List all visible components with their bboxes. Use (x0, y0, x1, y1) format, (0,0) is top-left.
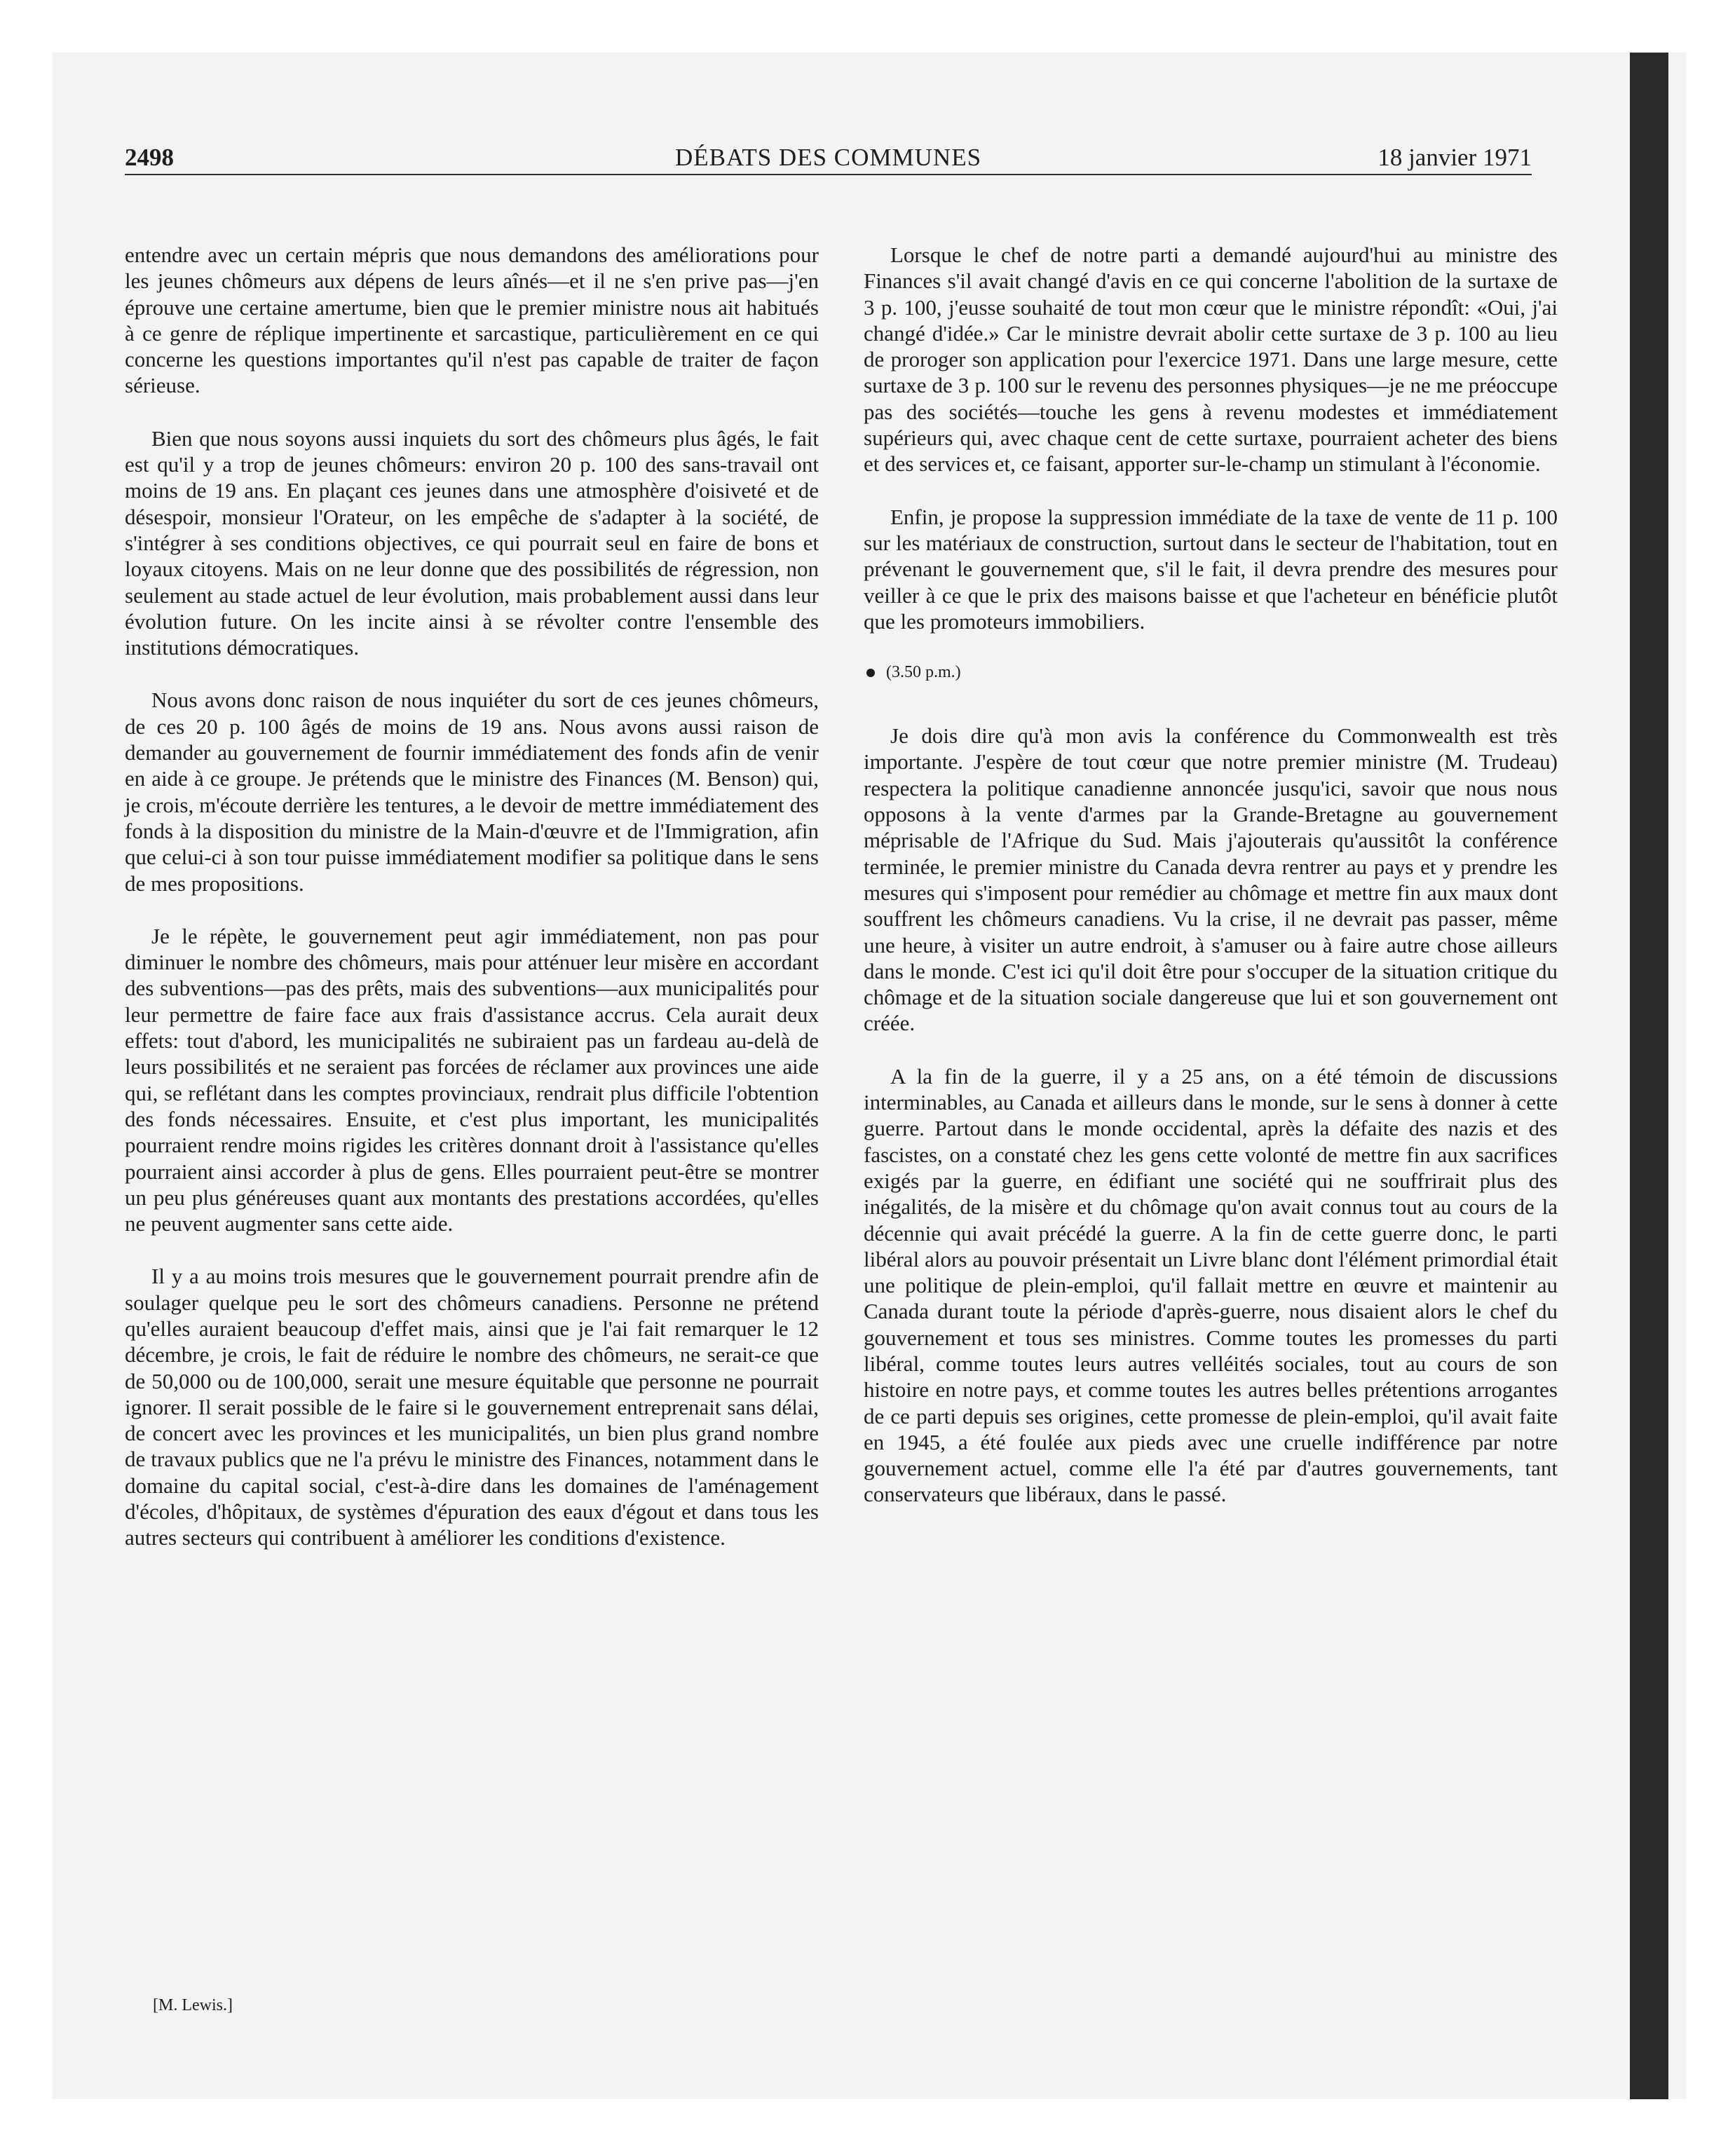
right-column (864, 242, 1558, 1534)
paragraph: Je le répète, le gouvernement peut agir immédiatement, non pas pour diminuer le nombre des chômeurs, mais pour atténuer leur misère en accordant des subventions—pas des prêts, mais des subventions—aux municipalités pour leur permettre de faire face aux frais d'assistance accrus. Cela aurait deux effets: tout d'abord, les municipalités ne subiraient pas un fardeau au-delà de leurs possibilités et ne seraient pas forcées de réclamer aux provinces une aide qui, se reflétant dans les comptes provinciaux, rendrait plus difficile l'obtention des fonds nécessaires. Ensuite, et c'est plus important, les municipalités pourraient rendre moins rigides les critères donnant droit à l'assistance qu'elles pourraient ainsi accorder à plus de gens. Elles pourraient peut-être se montrer un peu plus généreuses quant aux montants des prestations accordées, qu'elles ne peuvent augmenter sans cette aide. (125, 923, 819, 1236)
publication-title: DÉBATS DES COMMUNES (674, 144, 982, 171)
speaker-attribution: [M. Lewis.] (153, 1996, 233, 2014)
paragraph: Enfin, je propose la suppression immédiate de la taxe de vente de 11 p. 100 sur les matériaux de construction, surtout dans le secteur de l'habitation, tout en prévenant le gouvernement que, s'il le fait, il devra prendre des mesures pour veiller à ce que le prix des maisons baisse et que l'acheteur en bénéficie plutôt que les promoteurs immobiliers. (864, 504, 1558, 634)
paragraph: Nous avons donc raison de nous inquiéter du sort de ces jeunes chômeurs, de ces 20 p. 100 âgés de moins de 19 ans. Nous avons aussi raison de demander au gouvernement de fournir immédiatement des fonds afin de venir en aide à ce groupe. Je prétends que le ministre des Finances (M. Benson) qui, je crois, m'écoute derrière les tentures, a le devoir de mettre immédiatement des fonds à la disposition du ministre de la Main-d'œuvre et de l'Immigration, afin que celui-ci à son tour puisse immédiatement modifier sa politique dans le sens de mes propositions. (125, 688, 819, 896)
paragraph: Lorsque le chef de notre parti a demandé aujourd'hui au ministre des Finances s'il avait changé d'avis en ce qui concerne l'abolition de la surtaxe de 3 p. 100, j'eusse souhaité de tout mon cœur que le ministre répondît: «Oui, j'ai changé d'idée.» Car le ministre devrait abolir cette surtaxe de 3 p. 100 au lieu de proroger son application pour l'exercice 1971. Dans une large mesure, cette surtaxe de 3 p. 100 sur le revenu des personnes physiques—je ne me préoccupe pas des sociétés—touche les gens à revenu modestes et immédiatement supérieurs qui, avec chaque cent de cette surtaxe, pourraient acheter des biens et des services et, ce faisant, apporter sur-le-champ un stimulant à l'économie. (864, 243, 1558, 477)
paragraph: Je dois dire qu'à mon avis la conférence du Commonwealth est très importante. J'espère de tout cœur que notre premier ministre (M. Trudeau) respectera la politique canadienne annoncée jusqu'ici, savoir que nous nous opposons à la vente d'armes par la Grande-Bretagne au gouvernement méprisable de l'Afrique du Sud. Mais j'ajouterais qu'aussitôt la conférence terminée, le premier ministre du Canada devra rentrer au pays et y prendre les mesures qui s'imposent pour remédier au chômage et mettre fin aux maux dont souffrent les chômeurs canadiens. Vu la crise, il ne devrait pas passer, même une heure, à visiter un autre endroit, à s'amuser ou à faire autre chose ailleurs dans le monde. C'est ici qu'il doit être pour s'occuper de la situation critique du chômage et de la situation sociale dangereuse que lui et son gouvernement ont créée. (864, 723, 1558, 1036)
time-marker (864, 661, 1558, 683)
publication-date: 18 janvier 1971 (1377, 144, 1532, 171)
paragraph: Bien que nous soyons aussi inquiets du sort des chômeurs plus âgés, le fait est qu'il y a trop de jeunes chômeurs: environ 20 p. 100 des sans-travail ont moins de 19 ans. En plaçant ces jeunes dans une atmosphère d'oisiveté et de désespoir, monsieur l'Orateur, on les empêche de s'adapter à la société, de s'intégrer à ses conditions objectives, ce qui pourrait seul en faire de bons et loyaux citoyens. Mais on ne leur donne que des possibilités de régression, non seulement au stade actuel de leur évolution, mais probablement aussi dans leur évolution future. On les incite ainsi à se révolter contre l'ensemble des institutions démocratiques. (125, 425, 819, 660)
left-column (125, 242, 819, 1578)
paragraph: Il y a au moins trois mesures que le gouvernement pourrait prendre afin de soulager quelque peu le sort des chômeurs canadiens. Personne ne prétend qu'elles auraient beaucoup d'effet mais, ainsi que je l'ai fait remarquer le 12 décembre, je crois, le fait de réduire le nombre des chômeurs, ne serait-ce que de 50,000 ou de 100,000, serait une mesure équitable que personne ne pourrait ignorer. Il serait possible de le faire si le gouvernement entreprenait sans délai, de concert avec les provinces et les municipalités, un bien plus grand nombre de travaux publics que ne l'a prévu le ministre des Finances, notamment dans le domaine du capital social, c'est-à-dire dans les domaines de l'aménagement d'écoles, d'hôpitaux, de systèmes d'épuration des eaux d'égout et dans tous les autres secteurs qui contribuent à améliorer les conditions d'existence. (125, 1264, 819, 1550)
page-number: 2498 (125, 144, 174, 171)
page-header (125, 142, 1532, 175)
binding-edge (1630, 53, 1668, 2099)
time-marker-text: (3.50 p.m.) (886, 663, 961, 682)
paragraph: entendre avec un certain mépris que nous demandons des améliorations pour les jeunes chômeurs aux dépens de leurs aînés—et il ne s'en prive pas—j'en éprouve une certaine amertume, bien que le premier ministre nous ait habitués à ce genre de réplique impertinente et sarcastique, particulièrement en ce qui concerne les questions importantes qu'il n'est pas capable de traiter de façon sérieuse. (125, 243, 819, 398)
paragraph: A la fin de la guerre, il y a 25 ans, on a été témoin de discussions interminables, au Canada et ailleurs dans le monde, sur le sens à donner à cette guerre. Partout dans le monde occidental, après la défaite des nazis et des fascistes, on a constaté chez les gens cette volonté de mettre fin aux sacrifices exigés par la guerre, en édifiant une société qui ne souffrirait plus des inégalités, de la misère et du chômage qu'on avait connus tout au cours de la décennie qui avait précédé la guerre. A la fin de cette guerre donc, le parti libéral alors au pouvoir présentait un Livre blanc dont l'élément primordial était une politique de plein-emploi, qu'il fallait mettre en œuvre et maintenir au Canada durant toute la période d'après-guerre, nous disaient alors le chef du gouvernement et tous ses ministres. Comme toutes les promesses du parti libéral, comme toutes leurs autres velléités sociales, tout au cours de son histoire en notre pays, et comme toutes les autres belles prétentions arrogantes de ce parti depuis ses origines, cette promesse de plein-emploi, qu'il avait faite en 1945, a été foulée aux pieds avec une cruelle indifférence par notre gouvernement actuel, comme elle l'a été par d'autres gouvernements, tant conservateurs que libéraux, dans le passé. (864, 1063, 1558, 1507)
bullet-icon (866, 669, 875, 677)
